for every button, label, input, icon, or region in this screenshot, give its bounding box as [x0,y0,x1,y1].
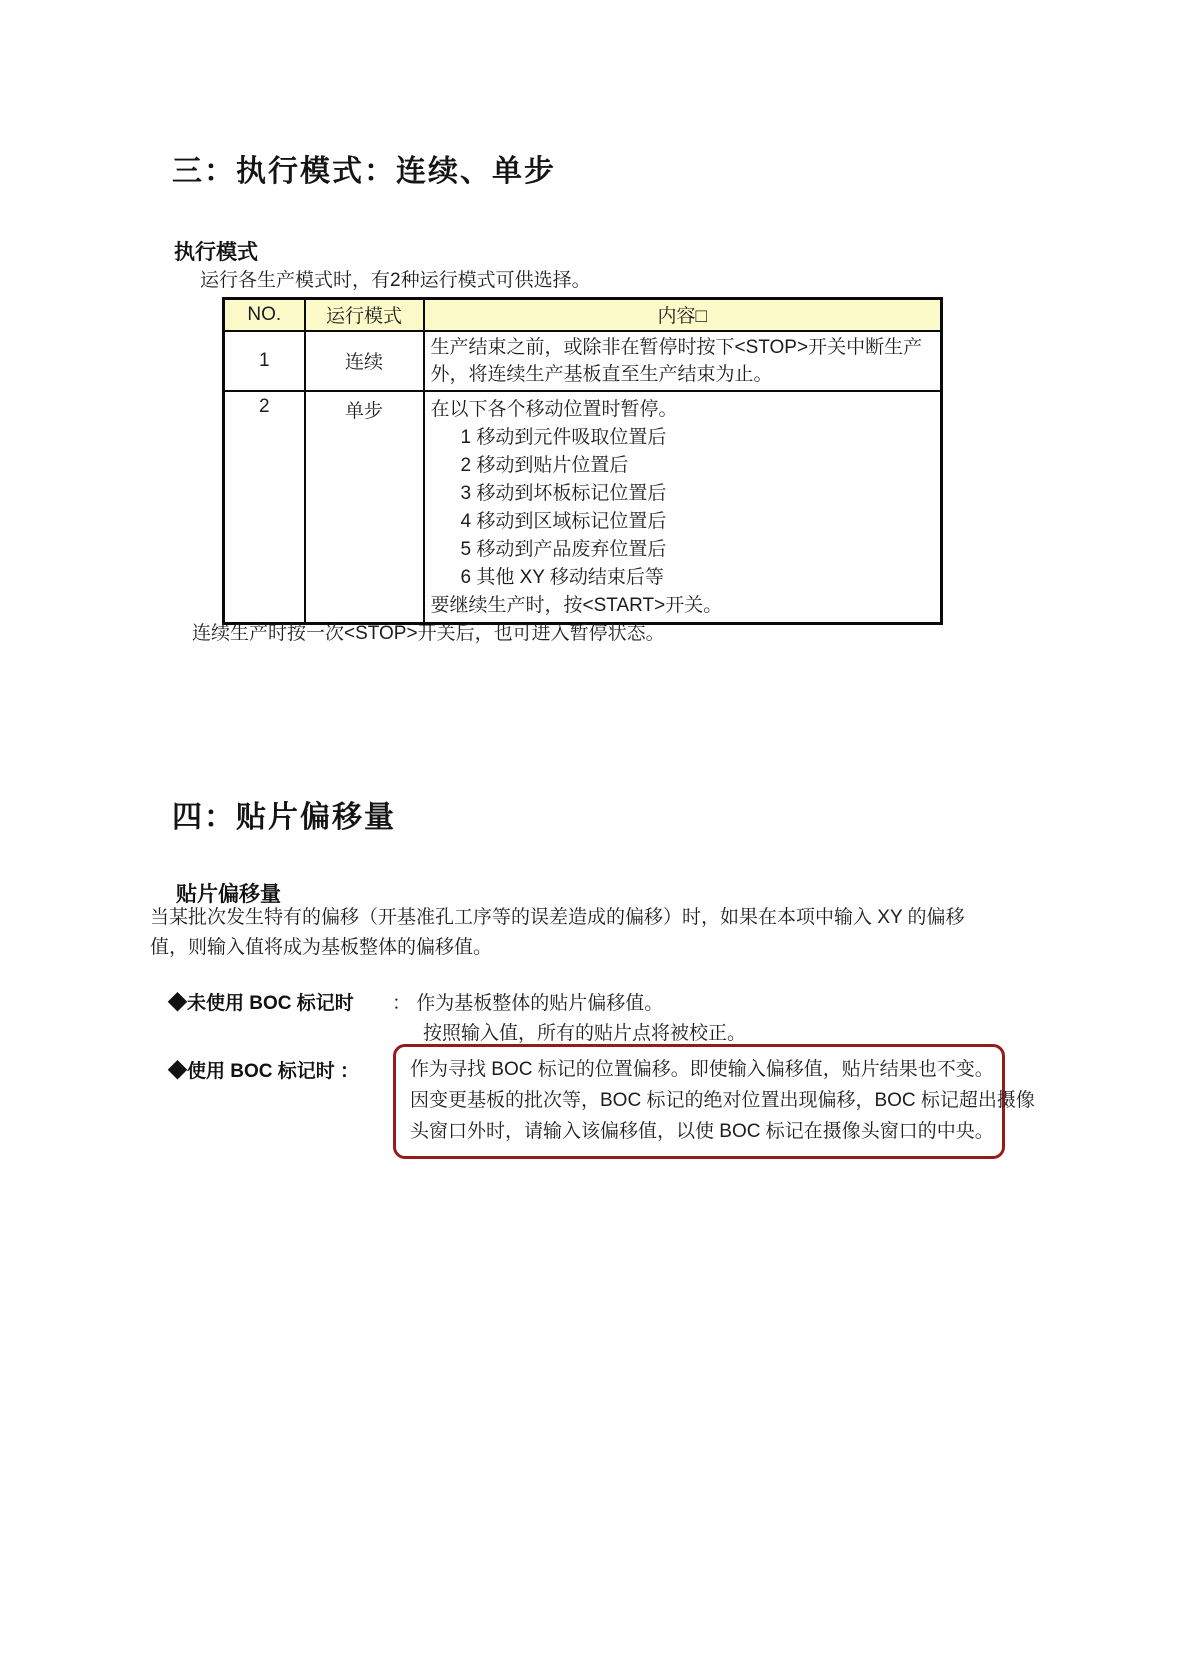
section3-heading: 执行模式 [174,241,258,264]
row2-mode: 单步 [305,391,424,624]
row2-content-line: 3 移动到坏板标记位置后 [460,482,667,504]
section4-heading: 贴片偏移量 [176,883,281,906]
boc-box-line: 作为寻找 BOC 标记的位置偏移。即使输入偏移值，贴片结果也不变。 [410,1059,994,1080]
section4-title: 四：贴片偏移量 [172,801,396,834]
boc-box-line: 因变更基板的批次等，BOC 标记的绝对位置出现偏移，BOC 标记超出摄像 [410,1090,1035,1111]
col-header-no: NO. [224,299,305,331]
col-header-mode: 运行模式 [305,299,424,331]
section3-title: 三：执行模式：连续、单步 [172,155,556,188]
row2-content-line: 在以下各个移动位置时暂停。 [430,398,678,420]
row1-content-line: 生产结束之前，或除非在暂停时按下<STOP>开关中断生产 [430,336,923,358]
run-mode-table [222,297,943,625]
row1-content [424,331,942,391]
paragraph-line: 当某批次发生特有的偏移（开基准孔工序等的误差造成的偏移）时，如果在本项中输入 XY 的偏移 [150,907,965,928]
row2-content-line: 6 其他 XY 移动结束后等 [460,566,664,588]
row1-no: 1 [224,331,305,391]
row2-content-line: 要继续生产时，按<START>开关。 [430,594,723,616]
col-header-content: 内容□ [424,299,942,331]
boc-box-line: 头窗口外时，请输入该偏移值，以使 BOC 标记在摄像头窗口的中央。 [410,1121,994,1142]
bullet-boc-label: ◆使用 BOC 标记时 ： [168,1061,360,1082]
bullet-no-boc-line1: ： 作为基板整体的贴片偏移值。 [392,993,664,1014]
boc-highlight-box [393,1044,1035,1159]
bullet-no-boc-label: ◆未使用 BOC 标记时 [168,993,354,1014]
row2-content-line: 5 移动到产品废弃位置后 [460,538,667,560]
bullet-no-boc-line2: 按照输入值，所有的贴片点将被校正。 [423,1023,747,1044]
section3-note: 连续生产时按一次<STOP>开关后，也可进入暂停状态。 [192,623,665,644]
table-row [224,391,942,624]
row2-no: 2 [224,391,305,624]
table-header-row [224,299,942,331]
section4-paragraph [150,903,965,963]
row2-content-line: 4 移动到区域标记位置后 [460,510,667,532]
row1-mode: 连续 [305,331,424,391]
paragraph-line: 值，则输入值将成为基板整体的偏移值。 [150,937,493,958]
table-row [224,331,942,391]
row2-content-line: 2 移动到贴片位置后 [460,454,629,476]
section3-intro: 运行各生产模式时，有2种运行模式可供选择。 [200,270,591,291]
row2-content [424,391,942,624]
row2-content-line: 1 移动到元件吸取位置后 [460,426,667,448]
row1-content-line: 外，将连续生产基板直至生产结束为止。 [430,363,773,385]
